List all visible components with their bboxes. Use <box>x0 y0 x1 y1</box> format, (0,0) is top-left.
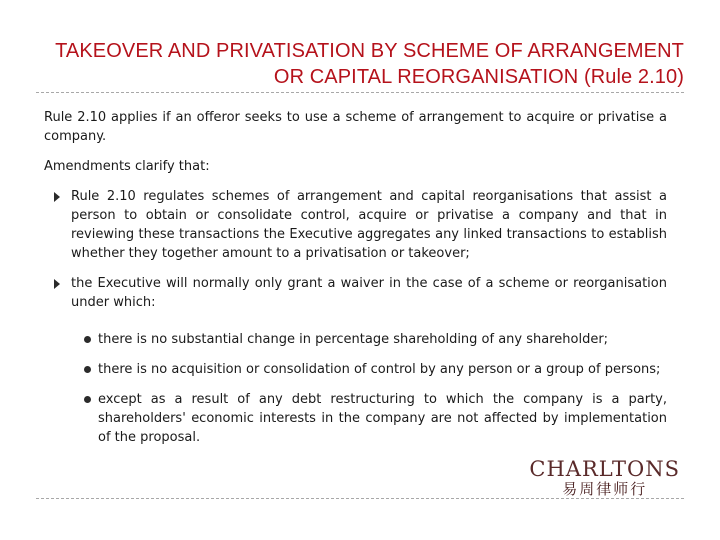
list-item <box>44 187 667 263</box>
bullet-text: the Executive will normally only grant a waiver in the case of a scheme or reorganisation under which: <box>71 276 667 310</box>
logo-name-en: CHARLTONS <box>529 457 680 481</box>
logo-name-zh: 易周律师行 <box>562 480 648 498</box>
slide-body <box>44 108 667 458</box>
sub-list-item <box>44 360 667 379</box>
sub-bullet-text: there is no substantial change in percentage shareholding of any shareholder; <box>98 332 609 347</box>
top-divider <box>36 92 684 93</box>
sub-bullet-list <box>44 330 667 447</box>
arrow-bullet-icon <box>54 192 60 202</box>
bullet-text: Rule 2.10 regulates schemes of arrangement and capital reorganisations that assist a person to obtain or consolidate control, acquire or privatise a company and that in reviewing these transactions the Executive aggregates any linked transactions to establish whether they together amount to a privatisation or takeover; <box>71 189 667 261</box>
bottom-divider <box>36 498 684 499</box>
slide-title: TAKEOVER AND PRIVATISATION BY SCHEME OF ARRANGEMENT OR CAPITAL REORGANISATION (Rule 2.10) <box>55 40 684 88</box>
sub-list-item <box>44 390 667 447</box>
dot-bullet-icon <box>84 366 91 373</box>
sub-bullet-text: there is no acquisition or consolidation of control by any person or a group of persons; <box>98 362 661 377</box>
dot-bullet-icon <box>84 396 91 403</box>
sub-list-item <box>44 330 667 349</box>
sub-bullet-text: except as a result of any debt restructuring to which the company is a party, shareholders' economic interests in the company are not affected by implementation of the proposal. <box>98 392 667 445</box>
arrow-bullet-icon <box>54 279 60 289</box>
intro-paragraph: Rule 2.10 applies if an offeror seeks to use a scheme of arrangement to acquire or privatise a company. <box>44 110 667 144</box>
dot-bullet-icon <box>84 336 91 343</box>
amendments-lead: Amendments clarify that: <box>44 159 210 174</box>
charltons-logo <box>529 458 680 498</box>
list-item <box>44 274 667 312</box>
